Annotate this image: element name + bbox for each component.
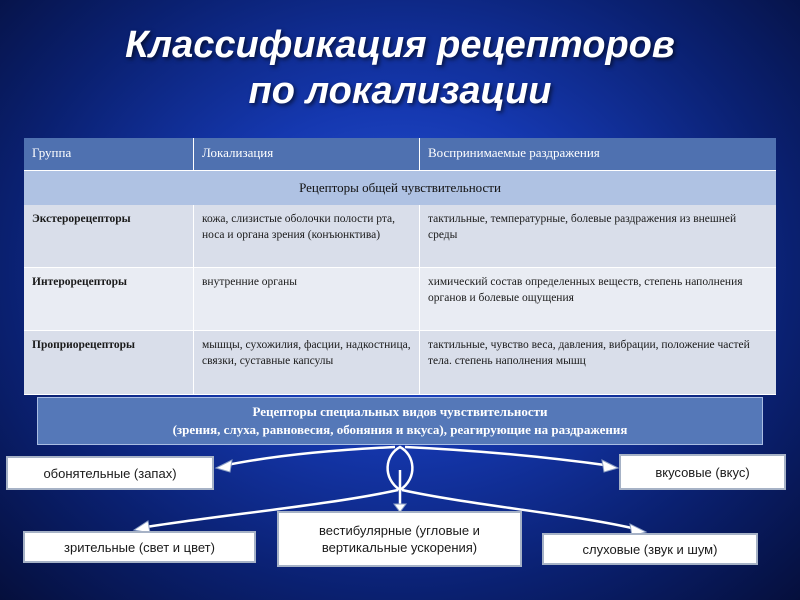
visual-box: зрительные (свет и цвет) xyxy=(23,531,256,563)
auditory-box: слуховые (звук и шум) xyxy=(542,533,758,565)
arrowhead-gustatory xyxy=(602,460,618,472)
vestibular-box: вестибулярные (угловые и вертикальные ускорения) xyxy=(277,511,522,567)
gustatory-box: вкусовые (вкус) xyxy=(619,454,786,490)
row-stimuli: химический состав определенных веществ, степень наполнения органов и болевые ощущения xyxy=(428,276,743,304)
title-line-2: по локализации xyxy=(248,70,552,112)
special-line-1: Рецепторы специальных видов чувствительности xyxy=(252,404,548,419)
arrow-to-gustatory xyxy=(405,447,612,466)
header-group: Группа xyxy=(24,138,194,170)
header-stimuli: Воспринимаемые раздражения xyxy=(428,145,600,160)
row-stimuli: тактильные, чувство веса, давления, вибрации, положение частей тела. степень наполнения мышц xyxy=(428,339,750,367)
header-localization: Локализация xyxy=(194,138,420,170)
row-localization: мышцы, сухожилия, фасции, надкостница, связки, суставные капсулы xyxy=(194,331,420,394)
row-group: Экстерорецепторы xyxy=(24,205,194,267)
row-localization: кожа, слизистые оболочки полости рта, носа и органа зрения (конъюнктива) xyxy=(194,205,420,267)
row-stimuli: тактильные, температурные, болевые раздражения из внешней среды xyxy=(428,213,737,241)
special-line-2: (зрения, слуха, равновесия, обоняния и вкуса), реагирующие на раздражения xyxy=(172,422,628,437)
row-group: Интерорецепторы xyxy=(24,268,194,330)
general-sensitivity-label: Рецепторы общей чувствительности xyxy=(299,180,501,195)
arrow-to-olfactory xyxy=(222,447,395,466)
arrowhead-olfactory xyxy=(216,460,232,472)
row-group: Проприорецепторы xyxy=(24,331,194,394)
olfactory-box: обонятельные (запах) xyxy=(6,456,214,490)
title-line-1: Классификация рецепторов xyxy=(125,24,675,66)
row-localization: внутренние органы xyxy=(194,268,420,330)
